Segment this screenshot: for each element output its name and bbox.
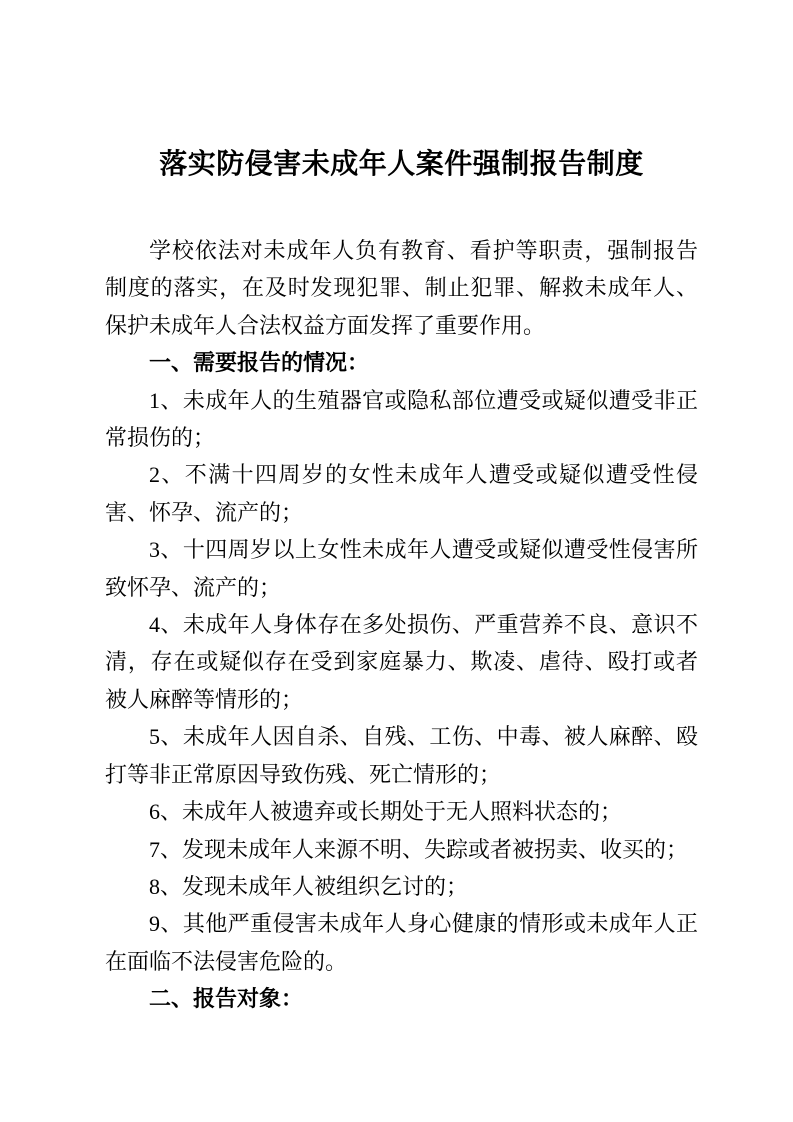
document-content — [105, 0, 698, 1018]
section-1-heading: 一、需要报告的情况： — [149, 350, 370, 376]
section-2-heading: 二、报告对象： — [149, 986, 304, 1012]
report-item-3: 3、十四周岁以上女性未成年人遭受或疑似遭受性侵害所致怀孕、流产的； — [105, 537, 698, 600]
report-item-5: 5、未成年人因自杀、自残、工伤、中毒、被人麻醉、殴打等非正常原因导致伤残、死亡情形的； — [105, 724, 698, 787]
report-item-9: 9、其他严重侵害未成年人身心健康的情形或未成年人正在面临不法侵害危险的。 — [105, 911, 698, 974]
document-title: 落实防侵害未成年人案件强制报告制度 — [159, 148, 644, 179]
document-body — [105, 232, 698, 1018]
report-item-6: 6、未成年人被遗弃或长期处于无人照料状态的； — [149, 799, 623, 825]
report-item-4: 4、未成年人身体存在多处损伤、严重营养不良、意识不清，存在或疑似存在受到家庭暴力、欺凌、虐待、殴打或者被人麻醉等情形的； — [105, 612, 698, 712]
report-item-8: 8、发现未成年人被组织乞讨的； — [149, 873, 469, 899]
report-item-2: 2、不满十四周岁的女性未成年人遭受或疑似遭受性侵害、怀孕、流产的； — [105, 462, 698, 525]
report-item-1: 1、未成年人的生殖器官或隐私部位遭受或疑似遭受非正常损伤的； — [105, 387, 698, 451]
report-item-7: 7、发现未成年人来源不明、失踪或者被拐卖、收买的； — [149, 836, 689, 862]
intro-paragraph: 学校依法对未成年人负有教育、看护等职责，强制报告制度的落实，在及时发现犯罪、制止犯罪、解救未成年人、保护未成年人合法权益方面发挥了重要作用。 — [105, 238, 698, 338]
